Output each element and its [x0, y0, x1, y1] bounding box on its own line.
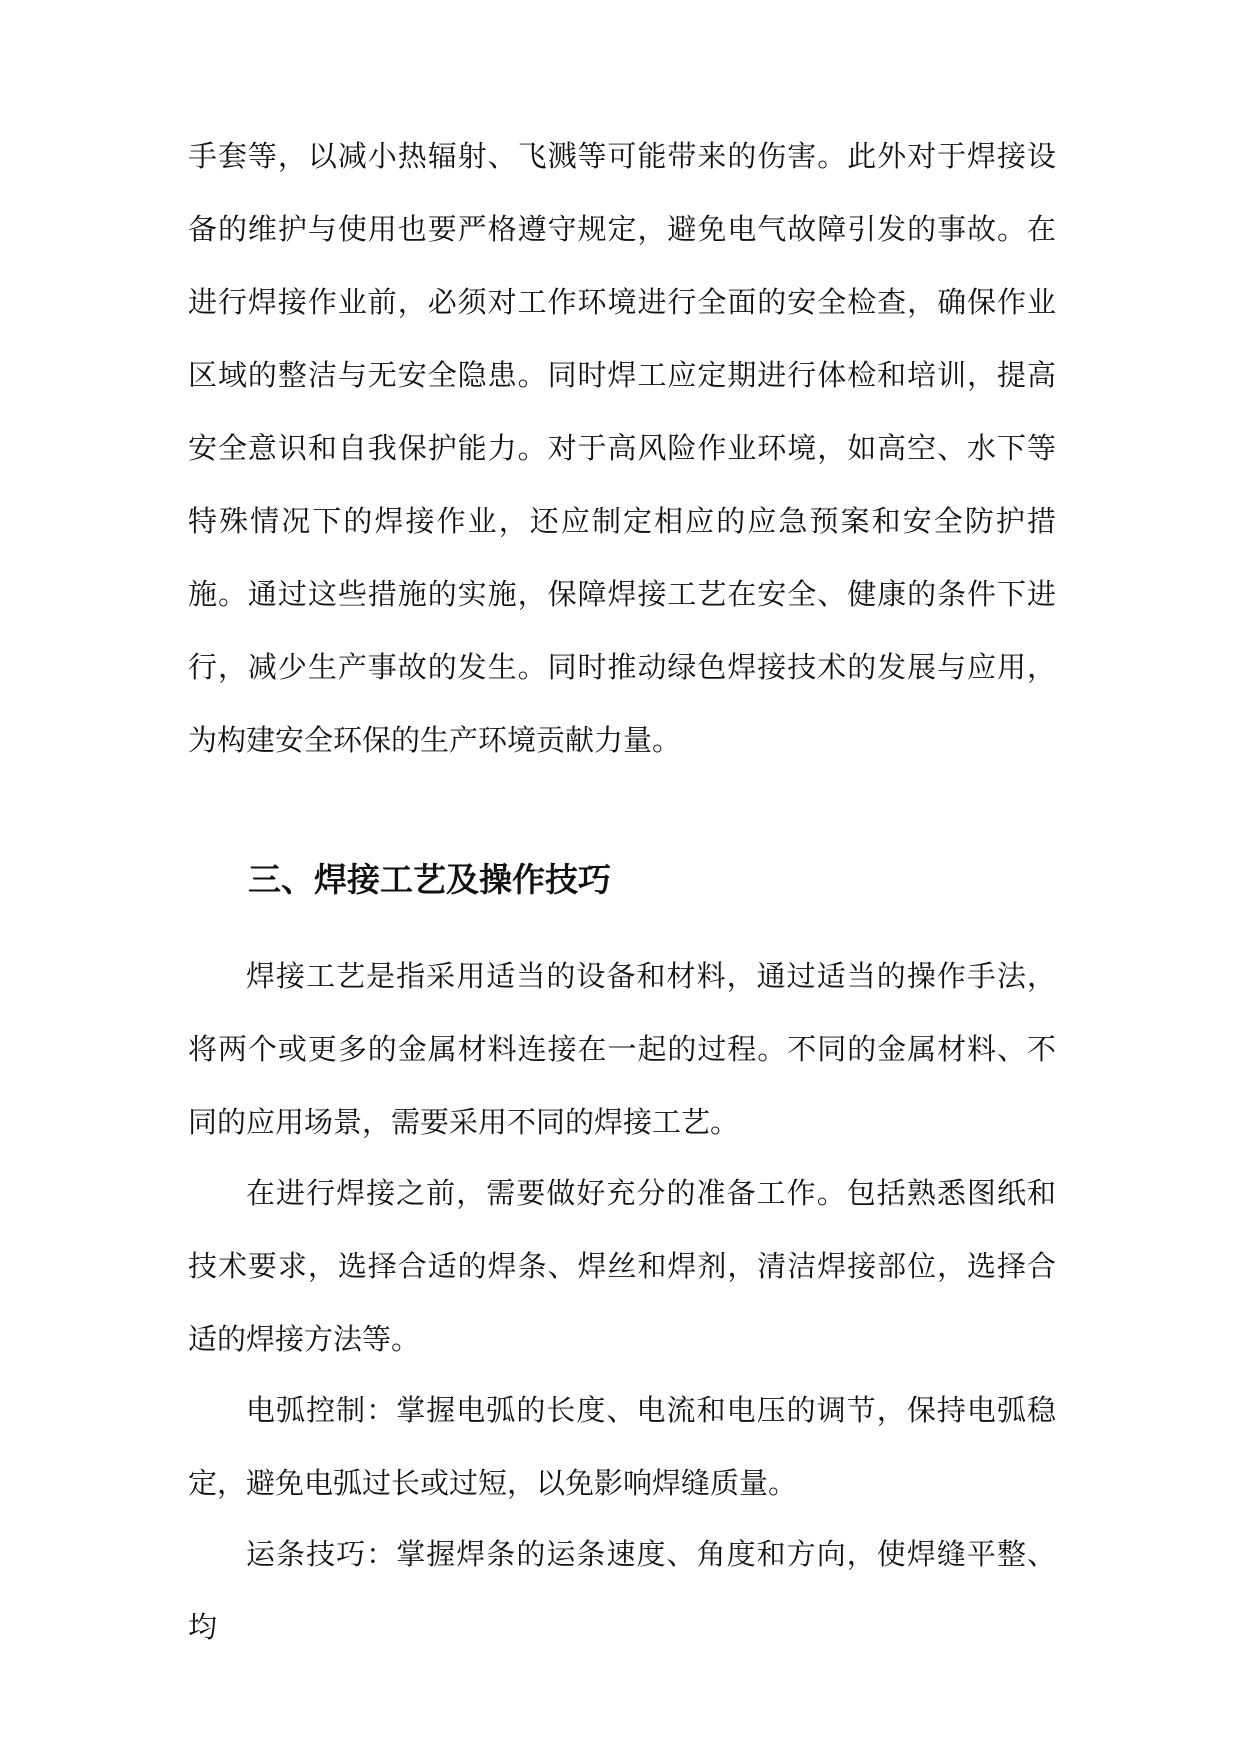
body-paragraph-arc-control: 电弧控制：掌握电弧的长度、电流和电压的调节，保持电弧稳定，避免电弧过长或过短，以免影响焊缝质量。 — [188, 1393, 1056, 1500]
body-paragraph-preparation: 在进行焊接之前，需要做好充分的准备工作。包括熟悉图纸和技术要求，选择合适的焊条、焊丝和焊剂，清洁焊接部位，选择合适的焊接方法等。 — [188, 1176, 1056, 1356]
section-heading: 三、焊接工艺及操作技巧 — [248, 860, 611, 899]
body-paragraph-continued: 手套等，以减小热辐射、飞溅等可能带来的伤害。此外对于焊接设备的维护与使用也要严格遵守规定，避免电气故障引发的事故。在进行焊接作业前，必须对工作环境进行全面的安全检查，确保作业区域的整洁与无安全隐患。同时焊工应定期进行体检和培训，提高安全意识和自我保护能力。对于高风险作业环境，如高空、水下等特殊情况下的焊接作业，还应制定相应的应急预案和安全防护措施。通过这些措施的实施，保障焊接工艺在安全、健康的条件下进行，减少生产事故的发生。同时推动绿色焊接技术的发展与应用，为构建安全环保的生产环境贡献力量。 — [188, 139, 1056, 757]
body-paragraph-electrode-technique: 运条技巧：掌握焊条的运条速度、角度和方向，使焊缝平整、均 — [188, 1537, 1056, 1644]
body-paragraph-welding-process: 焊接工艺是指采用适当的设备和材料，通过适当的操作手法，将两个或更多的金属材料连接在一起的过程。不同的金属材料、不同的应用场景，需要采用不同的焊接工艺。 — [188, 959, 1056, 1139]
